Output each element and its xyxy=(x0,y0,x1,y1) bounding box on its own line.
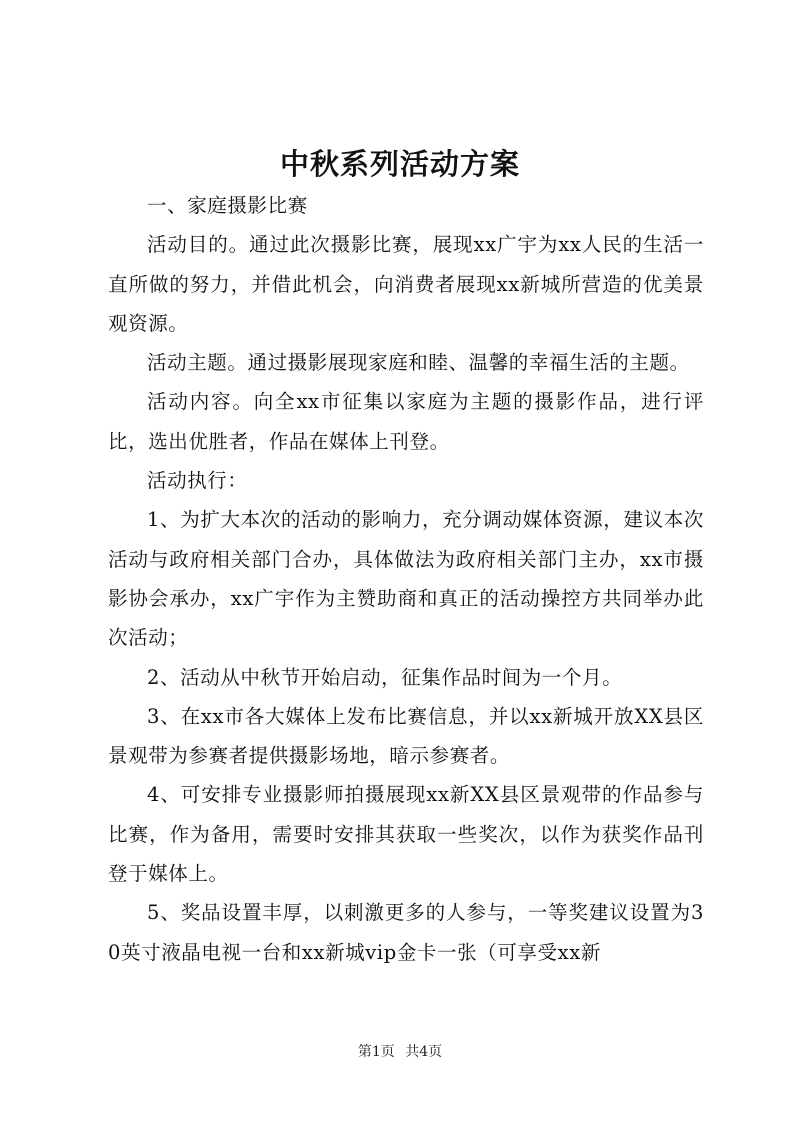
list-item-2: 2、活动从中秋节开始启动，征集作品时间为一个月。 xyxy=(147,665,623,689)
paragraph-content: 活动内容。向全xx市征集以家庭为主题的摄影作品，进行评比，选出优胜者，作品在媒体上刊登。 xyxy=(108,390,704,453)
section-heading: 一、家庭摄影比赛 xyxy=(147,194,308,217)
list-item-1: 1、为扩大本次的活动的影响力，充分调动媒体资源，建议本次活动与政府相关部门合办，具体做法为政府相关部门主办，xx市摄影协会承办，xx广宇作为主赞助商和真正的活动操控方共同举办此次活动； xyxy=(108,508,704,650)
document-body xyxy=(108,186,704,972)
paragraph-purpose: 活动目的。通过此次摄影比赛，展现xx广宇为xx人民的生活一直所做的努力，并借此机会，向消费者展现xx新城所营造的优美景观资源。 xyxy=(108,233,704,335)
page-number: 第1页 xyxy=(357,1044,395,1060)
paragraph-execution-heading: 活动执行： xyxy=(147,469,248,493)
document-title: 中秋系列活动方案 xyxy=(279,147,520,181)
list-item-3: 3、在xx市各大媒体上发布比赛信息，并以xx新城开放XX县区景观带为参赛者提供摄影场地，暗示参赛者。 xyxy=(108,704,704,768)
list-item-5: 5、奖品设置丰厚，以刺激更多的人参与，一等奖建议设置为30英寸液晶电视一台和xx新城vip金卡一张（可享受xx新 xyxy=(108,901,704,964)
page-footer xyxy=(0,1042,800,1062)
list-item-4: 4、可安排专业摄影师拍摄展现xx新XX县区景观带的作品参与比赛，作为备用，需要时安排其获取一些奖次，以作为获奖作品刊登于媒体上。 xyxy=(108,783,704,886)
page-total: 共4页 xyxy=(405,1044,443,1060)
paragraph-theme: 活动主题。通过摄影展现家庭和睦、温馨的幸福生活的主题。 xyxy=(147,351,690,375)
